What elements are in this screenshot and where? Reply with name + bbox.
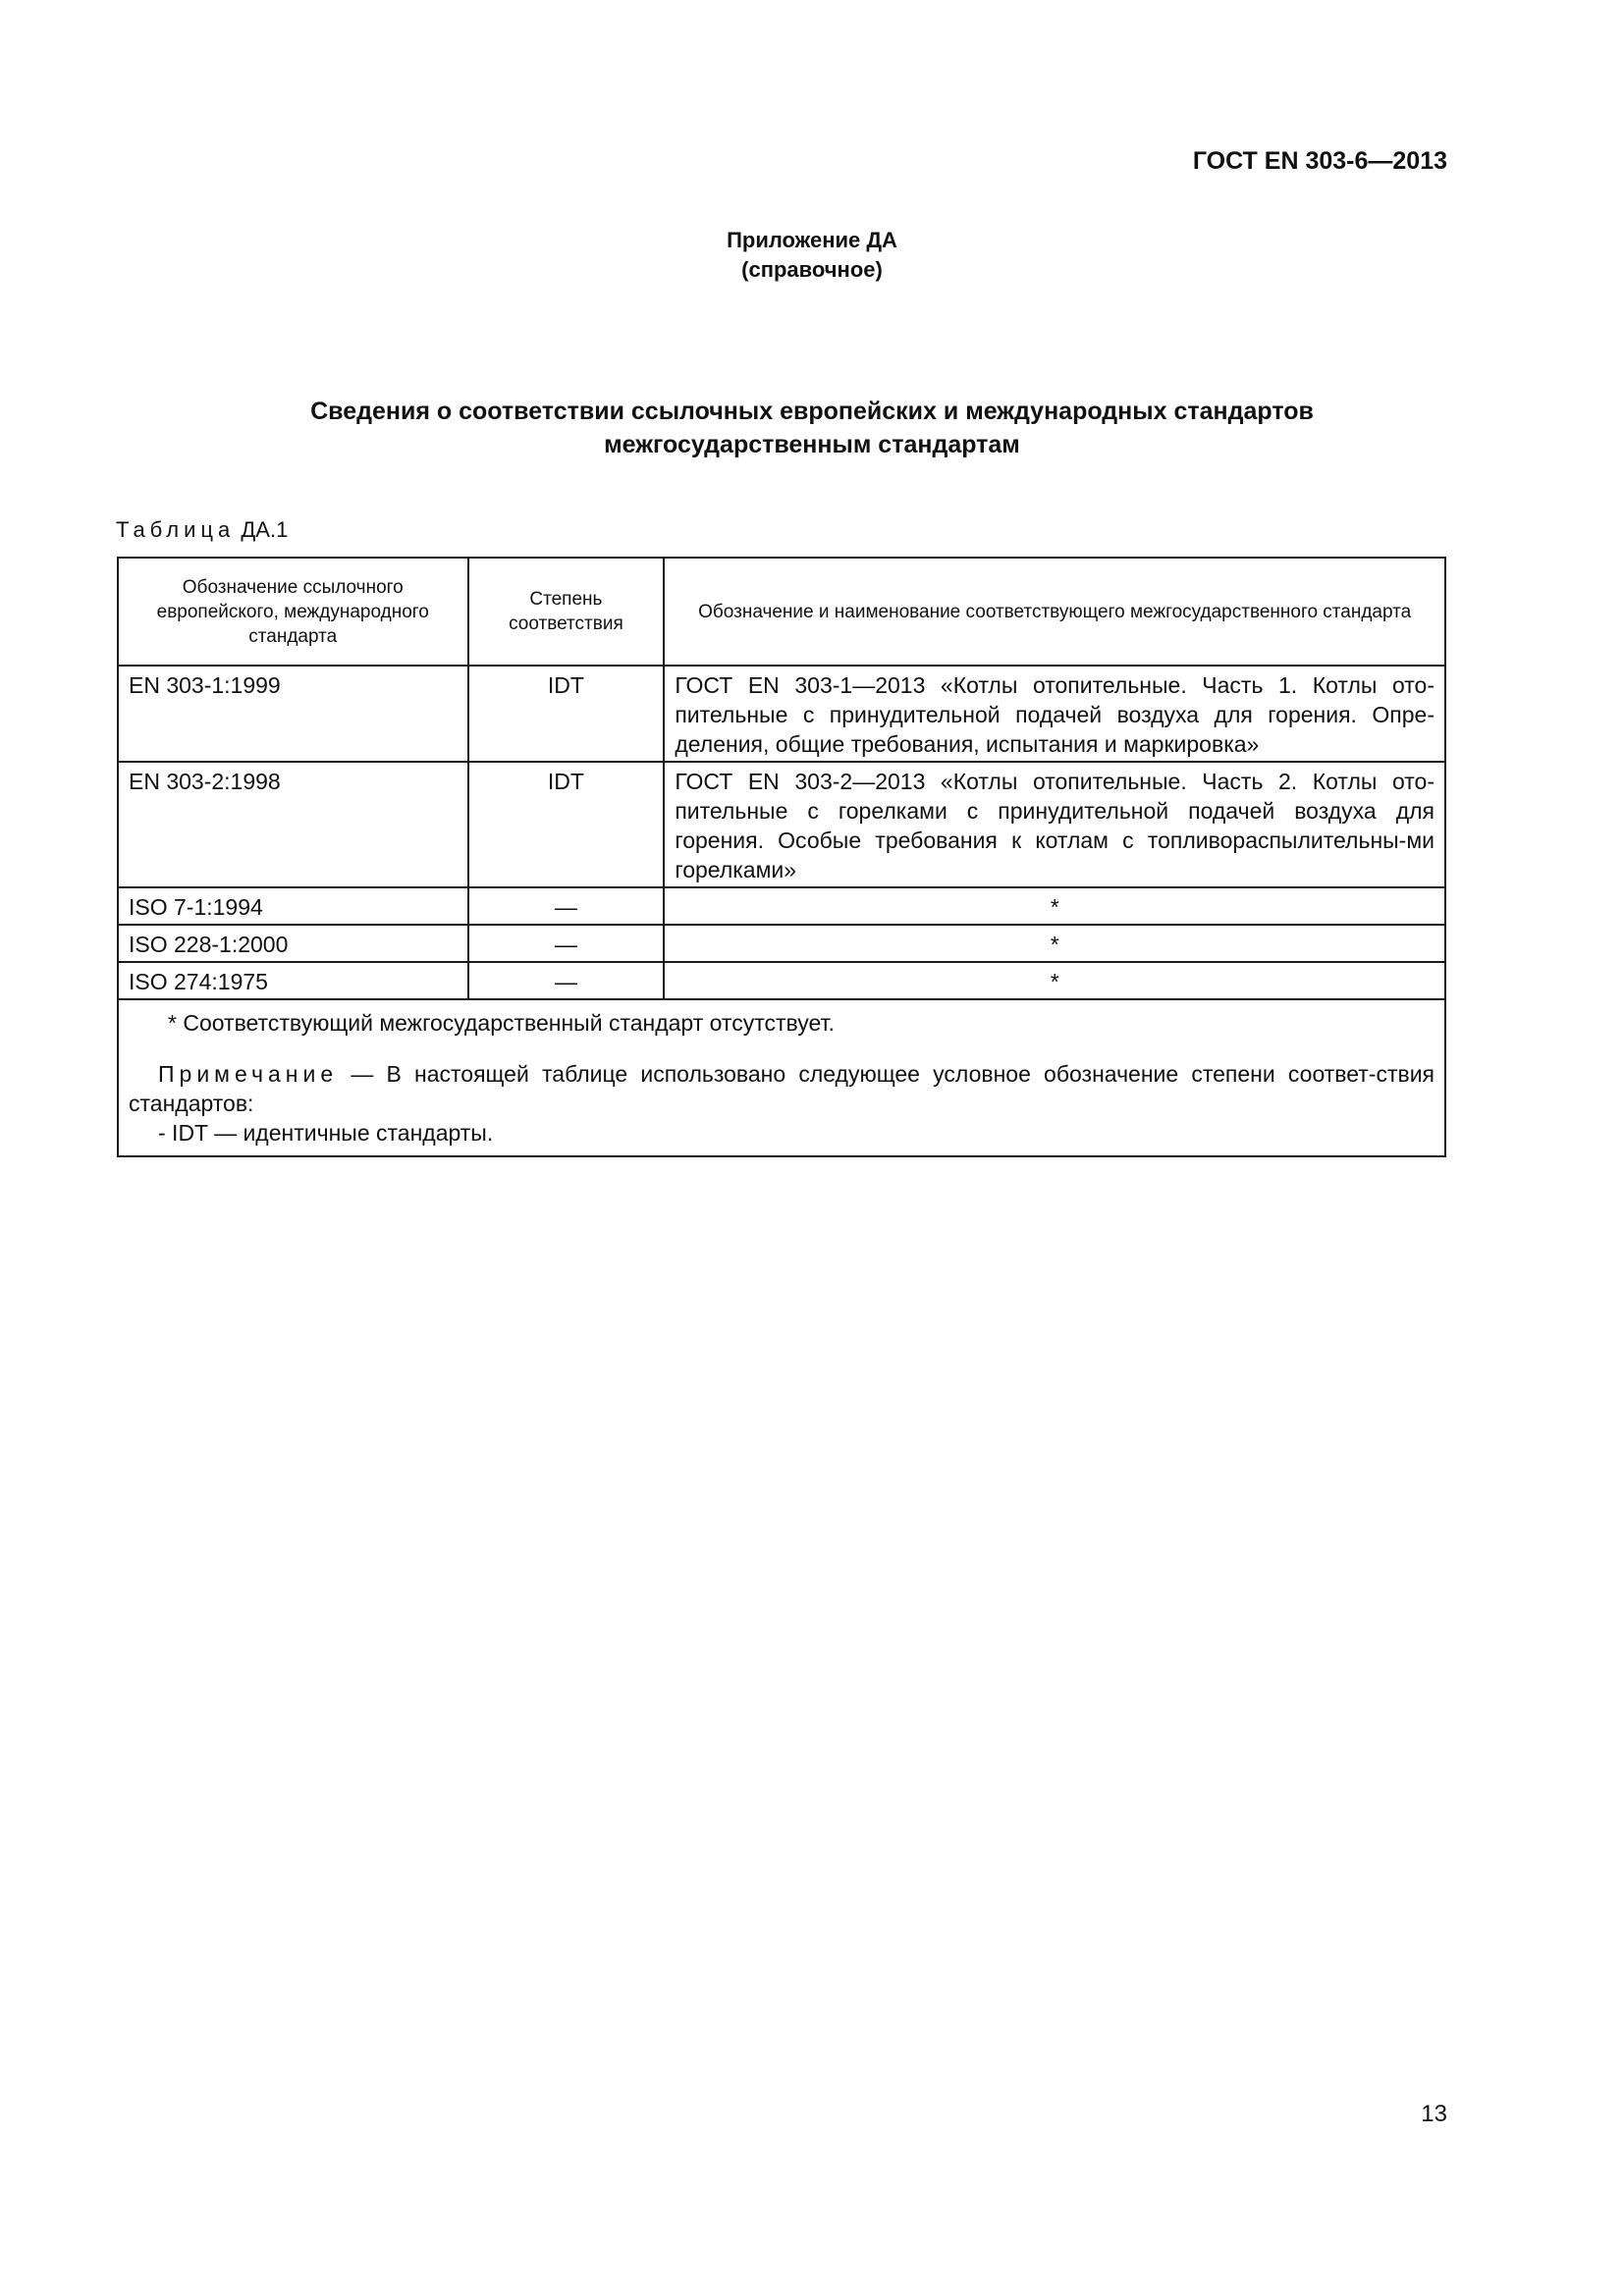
table-caption-label: Таблица (116, 517, 236, 542)
cell-degree: — (468, 887, 665, 925)
cell-standard: * (664, 925, 1445, 962)
cell-degree: — (468, 962, 665, 999)
note-text: — В настоящей таблице использовано следующее условное обозначение степени соответ-ствия стандартов: (129, 1061, 1435, 1116)
column-header-degree: Степень соответствия (468, 558, 665, 666)
appendix-header (0, 226, 1624, 285)
cell-reference: EN 303-2:1998 (118, 762, 468, 887)
section-heading-line2: межгосударственным стандартам (604, 431, 1020, 458)
cell-degree: — (468, 925, 665, 962)
cell-reference: ISO 274:1975 (118, 962, 468, 999)
column-header-reference: Обозначение ссылочного европейского, международного стандарта (118, 558, 468, 666)
table-row (118, 762, 1445, 887)
cell-standard: ГОСТ EN 303-1—2013 «Котлы отопительные. Часть 1. Котлы ото-пительные с принудительной подачей воздуха для горения. Опре-деления, общие требования, испытания и маркировка» (664, 666, 1445, 762)
table-footer-row (118, 999, 1445, 1156)
table-caption (116, 517, 288, 543)
cell-standard: * (664, 887, 1445, 925)
note (129, 1059, 1435, 1118)
table-row (118, 887, 1445, 925)
cell-standard: * (664, 962, 1445, 999)
note-item: - IDT — идентичные стандарты. (158, 1120, 494, 1146)
cell-standard: ГОСТ EN 303-2—2013 «Котлы отопительные. Часть 2. Котлы ото-пительные с горелками с принудительной подачей воздуха для горения. Особые требования к котлам с топливораспылительны-ми горелками» (664, 762, 1445, 887)
column-header-standard: Обозначение и наименование соответствующего межгосударственного стандарта (664, 558, 1445, 666)
cell-reference: EN 303-1:1999 (118, 666, 468, 762)
correspondence-table (117, 557, 1446, 1157)
cell-degree: IDT (468, 666, 665, 762)
table-row (118, 666, 1445, 762)
section-heading-line1: Сведения о соответствии ссылочных европейских и международных стандартов (310, 398, 1314, 425)
table-row (118, 962, 1445, 999)
footnote: * Соответствующий межгосударственный стандарт отсутствует. (168, 1010, 835, 1036)
table-row (118, 925, 1445, 962)
table-header-row (118, 558, 1445, 666)
cell-reference: ISO 7-1:1994 (118, 887, 468, 925)
table-footer (118, 999, 1445, 1156)
page-number: 13 (1421, 2101, 1447, 2127)
document-code: ГОСТ EN 303-6—2013 (1192, 147, 1447, 175)
cell-reference: ISO 228-1:2000 (118, 925, 468, 962)
cell-degree: IDT (468, 762, 665, 887)
table-caption-number: ДА.1 (241, 517, 289, 542)
section-heading (0, 395, 1624, 461)
appendix-subtitle: (справочное) (741, 257, 883, 282)
note-label: Примечание (158, 1061, 339, 1087)
appendix-title: Приложение ДА (727, 228, 897, 252)
